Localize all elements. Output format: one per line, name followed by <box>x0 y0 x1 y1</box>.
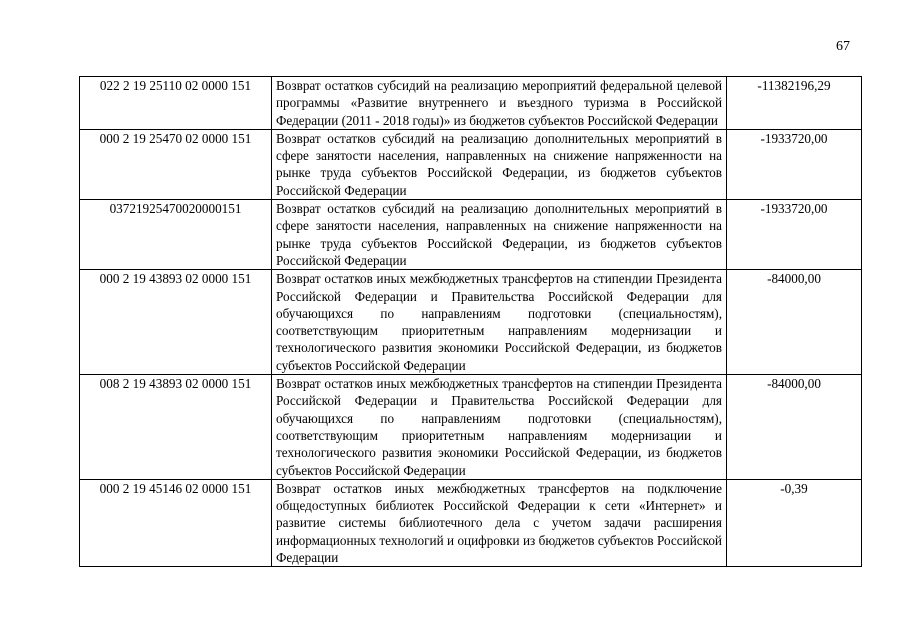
amount-cell: -84000,00 <box>727 375 862 480</box>
budget-code-cell: 022 2 19 25110 02 0000 151 <box>80 77 272 130</box>
budget-code-cell: 03721925470020000151 <box>80 200 272 270</box>
amount-cell: -1933720,00 <box>727 129 862 199</box>
table-row <box>80 479 862 566</box>
budget-code-cell: 000 2 19 43893 02 0000 151 <box>80 270 272 375</box>
description-cell: Возврат остатков субсидий на реализацию дополнительных мероприятий в сфере занятости населения, направленных на снижение напряженности на рынке труда субъектов Российской Федерации, из бюджетов субъектов Российской Федерации <box>272 129 727 199</box>
budget-code-cell: 000 2 19 25470 02 0000 151 <box>80 129 272 199</box>
amount-cell: -0,39 <box>727 479 862 566</box>
description-cell: Возврат остатков иных межбюджетных трансфертов на стипендии Президента Российской Федерации и Правительства Российской Федерации для обучающихся по направлениям подготовки (специальностям), соответствующим приоритетным направлениям модернизации и технологического развития экономики Российской Федерации, из бюджетов субъектов Российской Федерации <box>272 375 727 480</box>
description-cell: Возврат остатков иных межбюджетных трансфертов на стипендии Президента Российской Федерации и Правительства Российской Федерации для обучающихся по направлениям подготовки (специальностям), соответствующим приоритетным направлениям модернизации и технологического развития экономики Российской Федерации, из бюджетов субъектов Российской Федерации <box>272 270 727 375</box>
page-number: 67 <box>836 39 850 54</box>
table-row <box>80 375 862 480</box>
amount-cell: -84000,00 <box>727 270 862 375</box>
budget-code-cell: 008 2 19 43893 02 0000 151 <box>80 375 272 480</box>
table-row <box>80 129 862 199</box>
table-row <box>80 77 862 130</box>
budget-table <box>79 76 862 567</box>
table-row <box>80 270 862 375</box>
description-cell: Возврат остатков субсидий на реализацию дополнительных мероприятий в сфере занятости населения, направленных на снижение напряженности на рынке труда субъектов Российской Федерации, из бюджетов субъектов Российской Федерации <box>272 200 727 270</box>
description-cell: Возврат остатков субсидий на реализацию мероприятий федеральной целевой программы «Развитие внутреннего и въездного туризма в Российской Федерации (2011 - 2018 годы)» из бюджетов субъектов Российской Федерации <box>272 77 727 130</box>
budget-code-cell: 000 2 19 45146 02 0000 151 <box>80 479 272 566</box>
amount-cell: -11382196,29 <box>727 77 862 130</box>
table-row <box>80 200 862 270</box>
description-cell: Возврат остатков иных межбюджетных трансфертов на подключение общедоступных библиотек Российской Федерации к сети «Интернет» и развитие системы библиотечного дела с учетом задачи расширения информационных технологий и оцифровки из бюджетов субъектов Российской Федерации <box>272 479 727 566</box>
amount-cell: -1933720,00 <box>727 200 862 270</box>
